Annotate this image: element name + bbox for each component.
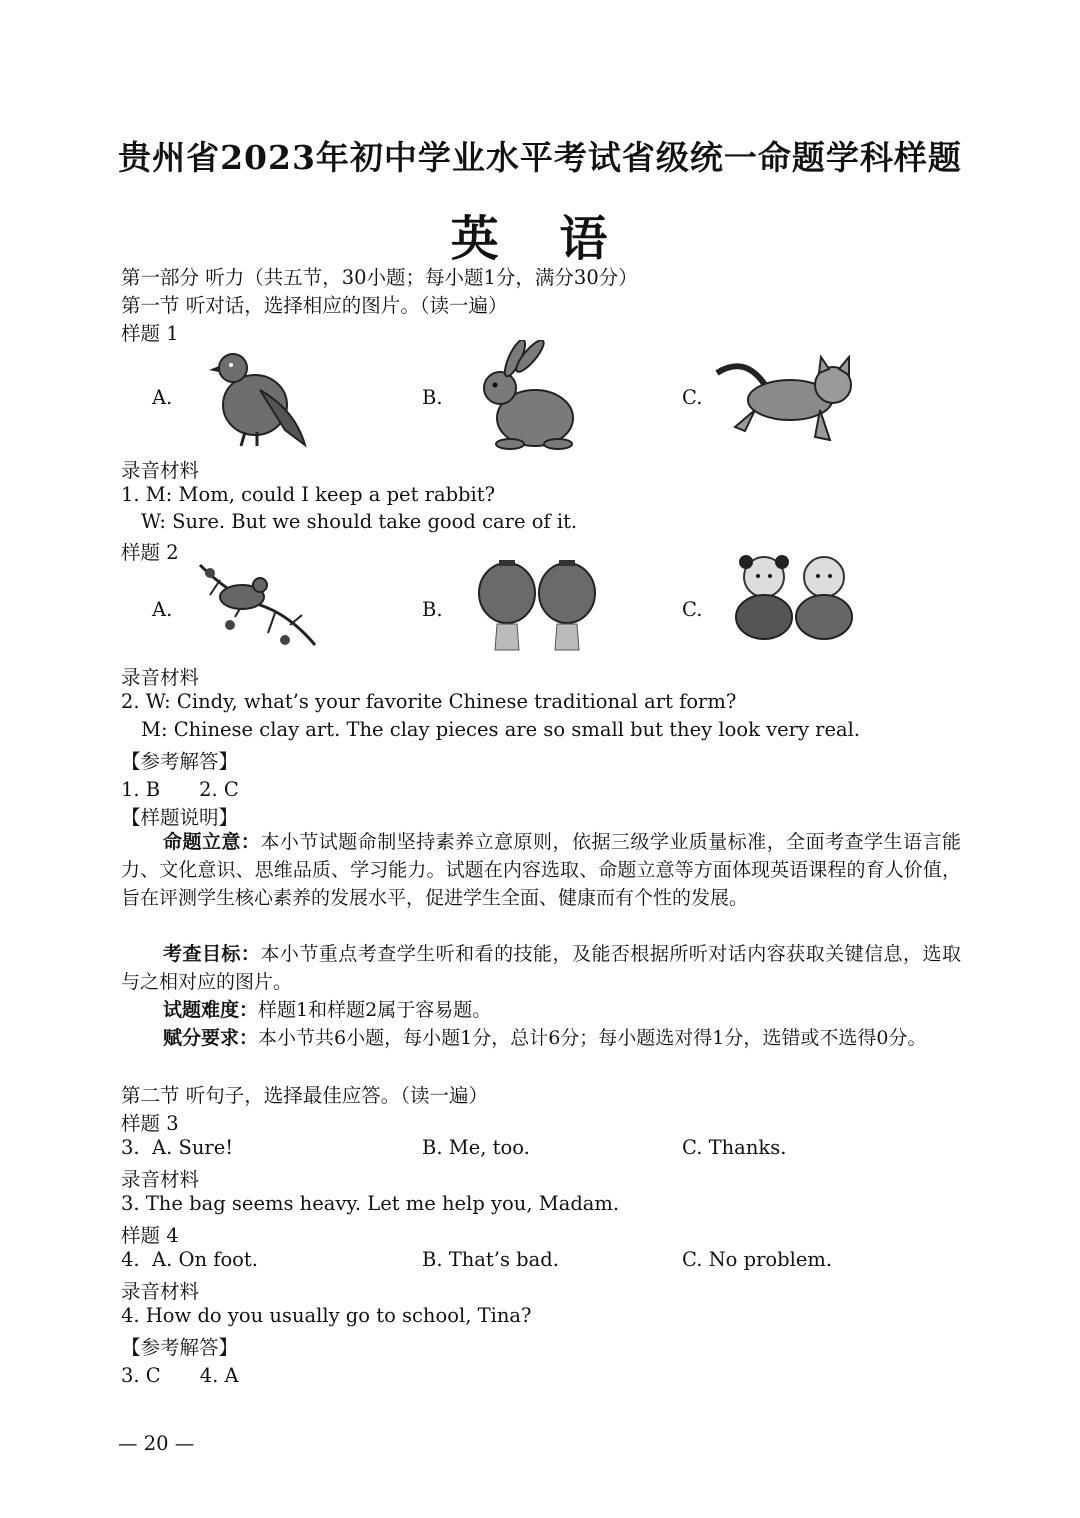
q2-script-label: 录音材料 [121, 666, 200, 689]
answers-1: 1. B 2. C [121, 778, 239, 801]
q1-script-line-1: 1. M: Mom, could I keep a pet rabbit? [121, 483, 496, 506]
q3-script-label: 录音材料 [121, 1168, 200, 1191]
answers-2: 3. C 4. A [121, 1364, 239, 1387]
explain-scoring: 赋分要求：本小节共6小题，每小题1分，总计6分；每小题选对得1分，选错或不选得0分。 [163, 1027, 927, 1049]
q3-label: 样题 3 [121, 1112, 179, 1135]
lanterns-picture [475, 558, 600, 653]
q1-script-line-2: W: Sure. But we should take good care of it. [141, 510, 578, 533]
explain-label: 【样题说明】 [121, 806, 239, 829]
q2-label: 样题 2 [121, 541, 179, 564]
section1-heading: 第一节 听对话，选择相应的图片。（读一遍） [121, 294, 508, 317]
explain-intent: 命题立意：本小节试题命制坚持素养立意原则，依据三级学业质量标准，全面考查学生语言能力、文化意识、思维品质、学习能力。试题在内容选取、命题立意等方面体现英语课程的育人价值，旨在评测学生核心素养的发展水平，促进学生全面、健康而有个性的发展。 [121, 831, 961, 909]
section2-heading: 第二节 听句子，选择最佳应答。（读一遍） [121, 1084, 488, 1107]
q2-option-a: A. [152, 598, 173, 621]
q3-script: 3. The bag seems heavy. Let me help you, Madam. [121, 1192, 620, 1215]
page-number: — 20 — [118, 1432, 195, 1455]
q4-script-label: 录音材料 [121, 1280, 200, 1303]
document-title: 贵州省2023年初中学业水平考试省级统一命题学科样题 [118, 138, 962, 177]
bird-picture [205, 350, 310, 450]
q3-option-c: C. Thanks. [682, 1136, 787, 1159]
q1-option-b: B. [422, 386, 443, 409]
q1-option-c: C. [682, 386, 703, 409]
paper-cutting-picture [190, 555, 320, 650]
q4-script: 4. How do you usually go to school, Tina? [121, 1304, 532, 1327]
q4-label: 样题 4 [121, 1224, 179, 1247]
part1-heading: 第一部分 听力（共五节，30小题；每小题1分，满分30分） [121, 266, 638, 289]
subject-title: 英 语 [450, 211, 630, 267]
q2-option-b: B. [422, 598, 443, 621]
explain-target: 考查目标：本小节重点考查学生听和看的技能，及能否根据所听对话内容获取关键信息，选取与之相对应的图片。 [121, 943, 961, 993]
q2-option-c: C. [682, 598, 703, 621]
q4-option-c: C. No problem. [682, 1248, 833, 1271]
q3-num: 3. [121, 1136, 140, 1159]
clay-figures-picture [732, 552, 857, 642]
explain-difficulty: 试题难度：样题1和样题2属于容易题。 [163, 999, 492, 1021]
q4-num: 4. [121, 1248, 140, 1271]
rabbit-picture [470, 340, 580, 455]
q2-script-line-2: M: Chinese clay art. The clay pieces are so small but they look very real. [141, 718, 861, 741]
q3-option-a: A. Sure! [152, 1136, 234, 1159]
q1-label: 样题 1 [121, 322, 179, 345]
q4-option-b: B. That’s bad. [422, 1248, 559, 1271]
answer-label-1: 【参考解答】 [121, 750, 239, 773]
q1-option-a: A. [152, 386, 173, 409]
cat-picture [715, 355, 860, 450]
q2-script-line-1: 2. W: Cindy, what’s your favorite Chinese traditional art form? [121, 690, 737, 713]
q3-option-b: B. Me, too. [422, 1136, 530, 1159]
q1-script-label: 录音材料 [121, 459, 200, 482]
answer-label-2: 【参考解答】 [121, 1336, 239, 1359]
q4-option-a: A. On foot. [152, 1248, 258, 1271]
